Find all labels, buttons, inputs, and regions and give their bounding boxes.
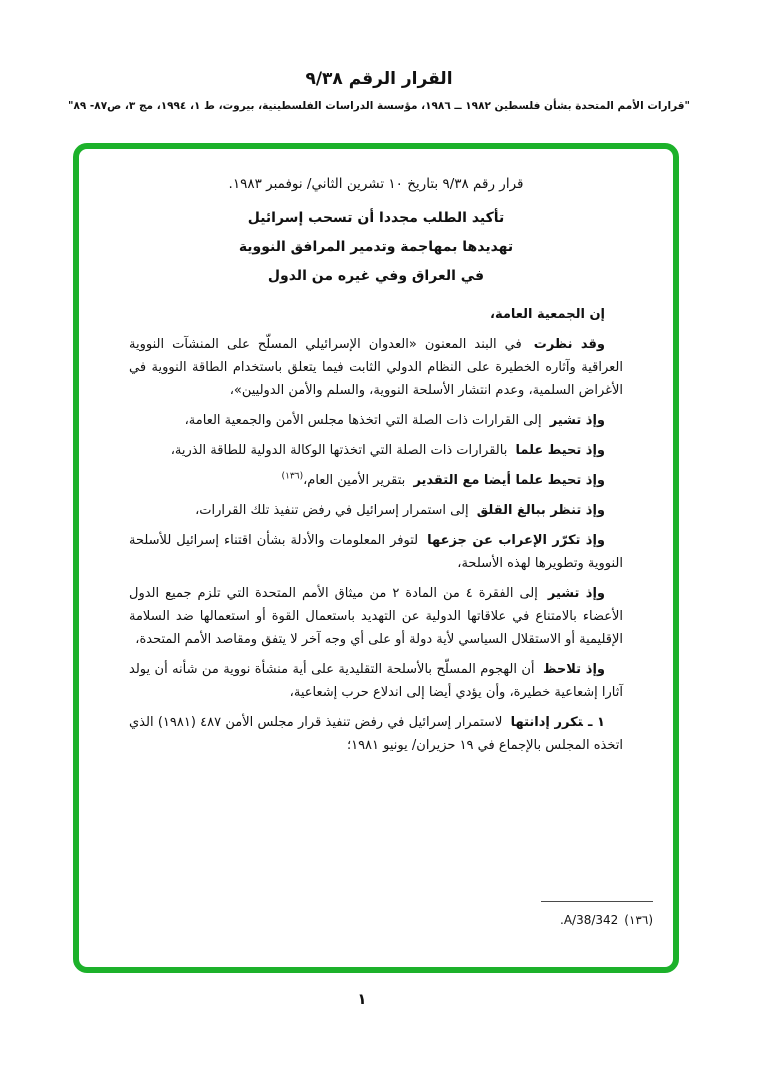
paragraph-lead: وإذ تحيط علما أيضا مع التقدير: [413, 473, 605, 488]
paragraph-text: إلى استمرار إسرائيل في رفض تنفيذ تلك القرارات،: [195, 503, 469, 518]
paragraph-text: لتوفر المعلومات والأدلة بشأن اقتناء إسرائيل للأسلحة النووية وتطويرها لهذه الأسلحة،: [129, 533, 623, 571]
paragraph-text: لاستمرار إسرائيل في رفض تنفيذ قرار مجلس الأمن ٤٨٧ (١٩٨١) الذي اتخذه المجلس بالإجماع في ١٩ حزيران/ يونيو ١٩٨١؛: [129, 715, 623, 753]
paragraph-text: أن الهجوم المسلّح بالأسلحة التقليدية على أية منشأة نووية من شأنه أن يولد آثارا إشعاعية خطيرة، وأن يؤدي أيضا إلى اندلاع حرب إشعاعية،: [129, 662, 623, 700]
page-title: القرار الرقم ٩/٣٨: [305, 69, 453, 89]
preamble-paragraph: [129, 409, 623, 432]
paragraph-lead: وإذ تلاحظ: [542, 662, 605, 677]
footnote-reference: A/38/342.: [559, 913, 619, 927]
page-number: ١: [357, 990, 367, 1008]
footnote-marker-inline: (١٣٦): [281, 471, 304, 482]
footnote-marker: (١٣٦): [624, 913, 653, 927]
paragraph-text: بالقرارات ذات الصلة التي اتخذتها الوكالة الدولية للطاقة الذرية،: [170, 443, 508, 458]
preamble-paragraph: [129, 469, 623, 492]
resolution-title-line: في العراق وفي غيره من الدول: [267, 268, 485, 284]
preamble-paragraph: [129, 582, 623, 651]
paragraph-text: إلى الفقرة ٤ من المادة ٢ من ميثاق الأمم المتحدة التي تلزم جميع الدول الأعضاء بالامتناع في علاقاتها الدولية عن التهديد باستعمال القوة أو استعمالها ضد السلامة الإقليمية أو الاستقلال السياسي لأية دولة أو على أي وجه آخر لا يتفق ومقاصد الأمم المتحدة،: [129, 586, 623, 647]
paragraph-lead: وإذ تنظر ببالغ القلق: [476, 503, 605, 518]
item-number: ١ ـ: [587, 715, 605, 730]
resolution-title: [129, 204, 623, 291]
preamble-paragraph: [129, 333, 623, 402]
paragraph-lead: تكرر إدانتها: [510, 715, 583, 730]
resolution-title-line: تهديدها بمهاجمة وتدمير المرافق النووية: [238, 239, 514, 255]
resolution-date-line: قرار رقم ٩/٣٨ بتاريخ ١٠ تشرين الثاني/ نوفمبر ١٩٨٣.: [228, 176, 524, 192]
paragraph-lead: وإذ تحيط علما: [515, 443, 605, 458]
operative-paragraph: [129, 711, 623, 757]
preamble-opening: إن الجمعية العامة،: [490, 307, 605, 322]
paragraph-text: في البند المعنون «العدوان الإسرائيلي المسلّح على المنشآت النووية العراقية وآثاره الخطيرة على النظام الدولي الثابت فيما يتعلق باستخدام الطاقة النووية في الأغراض السلمية، وعدم انتشار الأسلحة النووية، والسلم والأمن الدوليين»،: [129, 337, 623, 398]
preamble-paragraph: [129, 529, 623, 575]
paragraph-lead: وإذ تشير: [547, 586, 605, 601]
footnote-text: [503, 909, 653, 932]
paragraph-text: إلى القرارات ذات الصلة التي اتخذها مجلس الأمن والجمعية العامة،: [184, 413, 542, 428]
highlight-border-box: [73, 143, 679, 973]
preamble-paragraph: [129, 499, 623, 522]
resolution-title-line: تأكيد الطلب مجددا أن تسحب إسرائيل: [247, 210, 505, 226]
source-citation: "قرارات الأمم المتحدة بشأن فلسطين ١٩٨٢ ــ ١٩٨٦، مؤسسة الدراسات الفلسطينية، بيروت، ط ١، ١٩٩٤، مج ٣، ص٨٧- ٨٩": [67, 100, 691, 112]
paragraph-text: بتقرير الأمين العام،: [303, 473, 406, 488]
paragraph-lead: وقد نظرت: [533, 337, 606, 352]
preamble-paragraph: [129, 439, 623, 462]
preamble-paragraph: [129, 658, 623, 704]
footnote: [503, 901, 653, 932]
footnote-divider: [541, 901, 653, 902]
paragraph-lead: وإذ تكرّر الإعراب عن جزعها: [427, 533, 606, 548]
paragraph-lead: وإذ تشير: [549, 413, 605, 428]
